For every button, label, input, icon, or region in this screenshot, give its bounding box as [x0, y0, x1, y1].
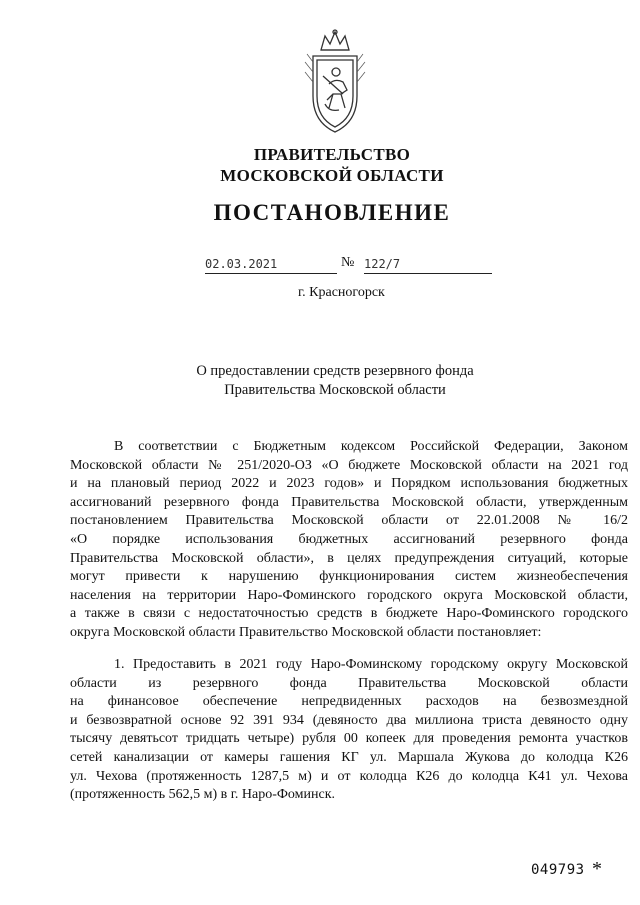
- preamble-paragraph: [70, 438, 628, 643]
- document-date: 02.03.2021: [205, 257, 337, 274]
- paragraph-line: округа Московской области Правительство Московской области постановляет:: [70, 624, 542, 640]
- paragraph-line: (протяженность 562,5 м) в г. Наро-Фоминск.: [70, 787, 336, 803]
- document-city: г. Красногорск: [298, 285, 385, 300]
- document-number: 122/7: [364, 257, 492, 274]
- serial-number: 049793: [531, 862, 585, 878]
- subject-line1: О предоставлении средств резервного фонда: [196, 363, 474, 379]
- paragraph-line: Московской области № 251/2020-ОЗ «О бюджете Московской области на 2021 год: [70, 457, 628, 473]
- paragraph-line: и на плановый период 2022 и 2023 годов» и Порядком использования бюджетных: [70, 476, 628, 492]
- coat-of-arms-icon: [299, 28, 371, 136]
- paragraph-line: Правительства Московской области», в целях предупреждения ситуаций, которые: [70, 550, 628, 566]
- subject-line2: Правительства Московской области: [224, 382, 446, 398]
- paragraph-line: сетей канализации от камеры гашения КГ ул. Маршала Жукова до колодца К26: [70, 749, 628, 765]
- paragraph-line: ул. Чехова (протяженность 1287,5 м) и от колодца К26 до колодца К41 ул. Чехова: [70, 768, 628, 784]
- clause-1-paragraph: [70, 656, 628, 805]
- paragraph-line: и безвозвратной основе 92 391 934 (девяносто два миллиона триста девяносто одну: [70, 712, 628, 728]
- org-name-line2: МОСКОВСКОЙ ОБЛАСТИ: [220, 166, 444, 185]
- paragraph-line: постановлением Правительства Московской области от 22.01.2008 № 16/2: [70, 513, 628, 529]
- org-name-line1: ПРАВИТЕЛЬСТВО: [253, 145, 411, 164]
- number-label: №: [341, 255, 355, 270]
- asterisk-mark: *: [592, 858, 602, 880]
- paragraph-line: а также в связи с недостаточностью средств в бюджете Наро-Фоминского городского: [70, 606, 628, 622]
- paragraph-line: области из резервного фонда Правительства Московской области: [70, 675, 628, 691]
- paragraph-line: «О порядке использования бюджетных ассигнований резервного фонда: [70, 531, 628, 547]
- paragraph-line: населения на территории Наро-Фоминского городского округа Московской области,: [70, 587, 628, 603]
- document-type-title: ПОСТАНОВЛЕНИЕ: [213, 200, 451, 225]
- paragraph-line: 1. Предоставить в 2021 году Наро-Фоминскому городскому округу Московской: [114, 657, 628, 672]
- paragraph-line: на финансовое обеспечение непредвиденных расходов на безвозмездной: [70, 694, 628, 710]
- paragraph-line: тысячу девятьсот тридцать четыре) рубля 00 копеек для проведения ремонта участков: [70, 731, 628, 747]
- document-subject: [0, 362, 640, 400]
- paragraph-line: В соответствии с Бюджетным кодексом Российской Федерации, Законом: [114, 439, 628, 454]
- paragraph-line: ассигнований резервного фонда Правительства Московской области, утвержденным: [70, 494, 628, 510]
- paragraph-line: могут привести к нарушению функционирования систем жизнеобеспечения: [70, 569, 628, 585]
